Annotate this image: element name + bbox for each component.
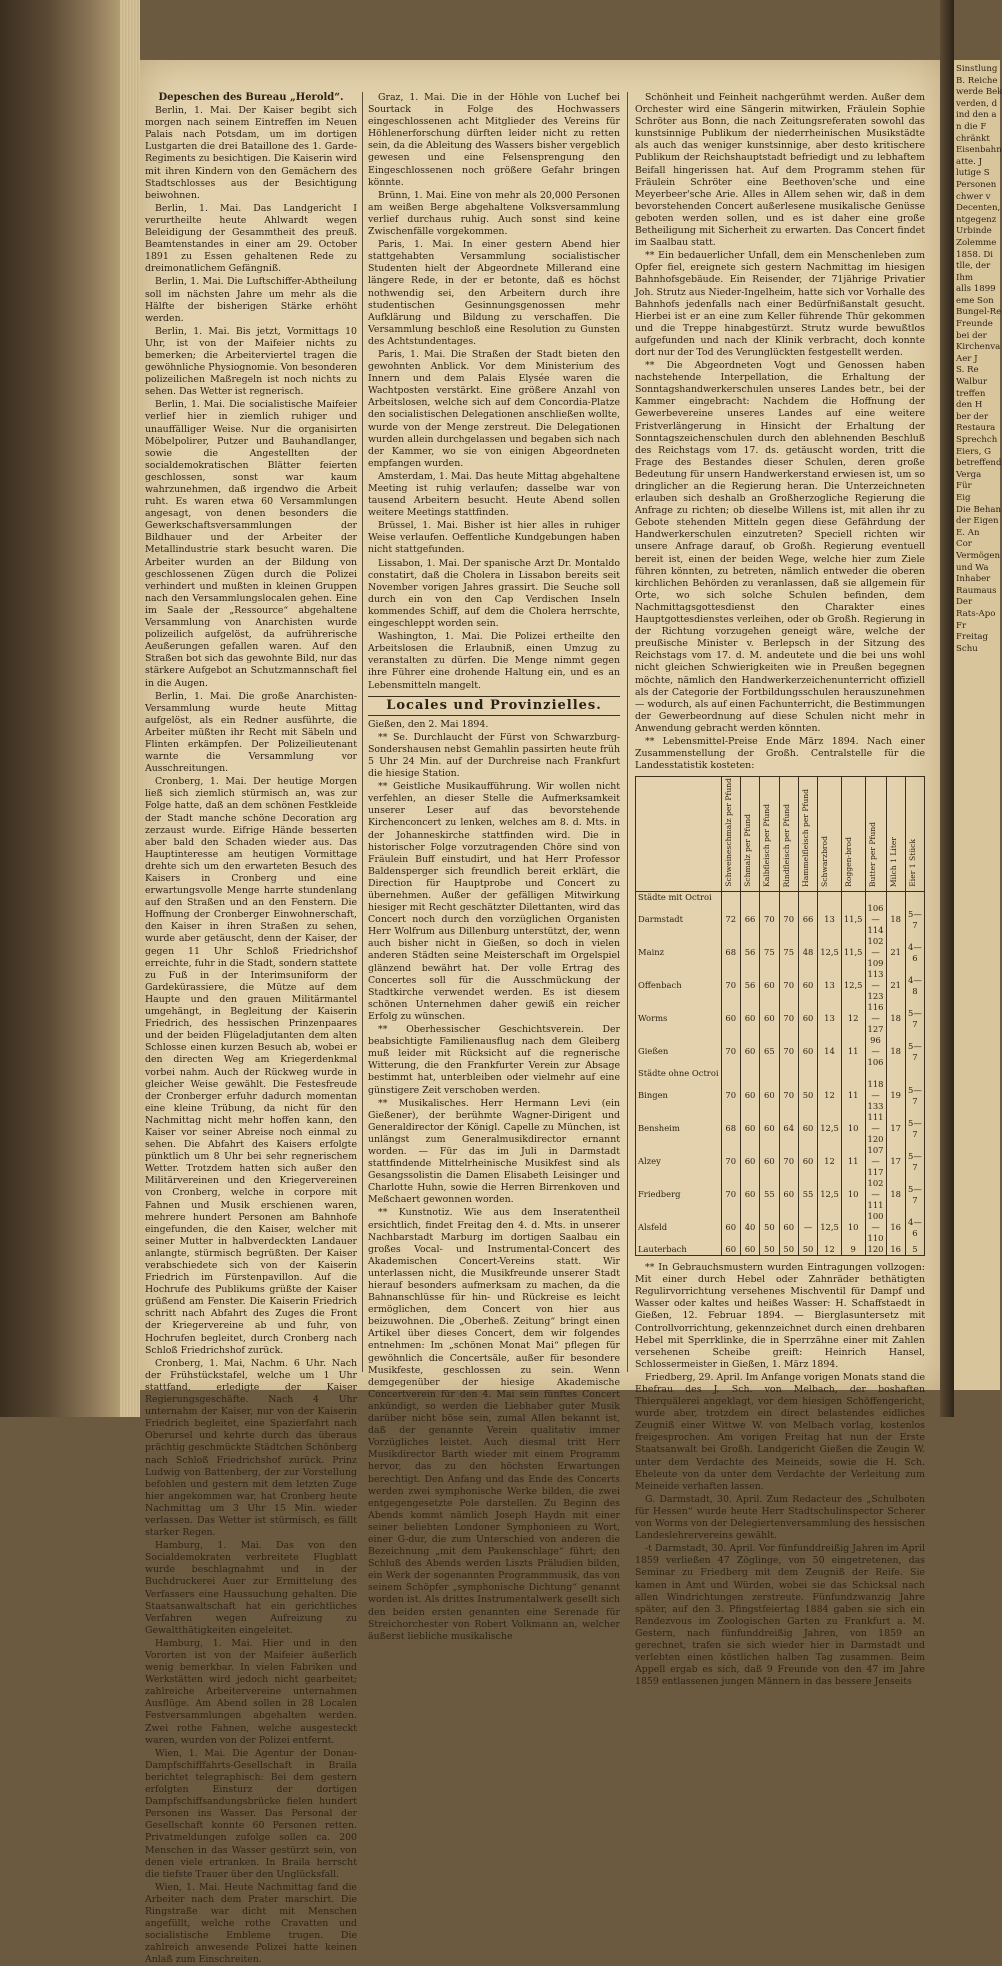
fragment-line: Raumaus [956, 585, 997, 596]
price-cell: 50 [760, 1211, 779, 1244]
price-cell: 18 [886, 1178, 905, 1211]
price-cell: 70 [779, 1079, 798, 1112]
price-cell: 60 [760, 1079, 779, 1112]
price-cell: — [798, 1211, 817, 1244]
price-cell: 60 [740, 1112, 759, 1145]
local-news [368, 732, 620, 1643]
column-header: Rindfleisch per Pfund [779, 777, 798, 892]
price-cell: 107—117 [865, 1145, 886, 1178]
price-cell: 12,5 [841, 969, 865, 1002]
price-cell: 18 [886, 903, 905, 936]
price-cell: 5—7 [905, 1079, 924, 1112]
group-row: Städte mit Octroi [636, 892, 925, 904]
column-header: Schweineschmalz per Pfund [721, 777, 740, 892]
price-cell: 60 [740, 1079, 759, 1112]
column-1-body [145, 105, 357, 1966]
price-cell: 70 [721, 1035, 740, 1068]
price-cell: 17 [886, 1145, 905, 1178]
column-header: Eier 1 Stück [905, 777, 924, 892]
article-paragraph: Cronberg, 1. Mai. Der heutige Morgen ließ sich ziemlich stürmisch an, was zur Folge hatte, daß an dem schönen Festkleide der Stadt manche schöne Decoration arg zerzaust wurde. Eifrige Hände besserten aber bald den Schaden wieder aus. Das Hauptinteresse am heutigen Vormittage drehte sich um den erwarteten Besuch des Kaisers in Cronberg und eine erwartungsvolle Menge harrte stundenlang auf den Straßen und an den Fenstern. Die Hoffnung der Cronberger Einwohnerschaft, den Kaiser in ihren Straßen zu sehen, wurde aber getäuscht, denn der Kaiser, der gegen 11 Uhr Schloß Friedrichshof erreichte, fuhr in die Stadt, sondern stattete zu Fuß in der Interimsuniform der Gardekürassiere, die Mütze auf dem Haupte und den grauen Militärmantel umgehängt, in Begleitung der Kaiserin Friedrich, des hessischen Prinzenpaares und der beiden Flügeladjutanten dem alten Schlosse einen kurzen Besuch ab, wobei er den directen Weg am Kriegerdenkmal vorbei nahm. Auch der Rückweg wurde in gleicher Weise gewählt. Die Festesfreude der Cronberger erfuhr dadurch momentan eine kleine Trübung, da nicht für den Nachmittag nicht mehr hoffen kann, den Kaiser vor seiner Abreise noch einmal zu sehen. Die Abfahrt des Kaisers erfolgte pünktlich um 8 Uhr bei sehr regnerischem Wetter. Trotzdem hatten sich außer den Militärvereinen und den Kriegervereinen von Cronberg, welche in corpore mit Fahnen und Musik erschienen waren, mehrere hundert Personen am Bahnhofe eingefunden, die den Kaiser, welcher mit seiner Mutter in halbverdeckten Landauer anlangte, stürmisch begrüßten. Der Kaiser verabschiedete sich von der Kaiserin Friedrich im Fürstenpavillon. Auf die Hochrufe des Publikums grüßte der Kaiser grüßend am Fenster. Die Kaiserin Friedrich schritt nach Abfahrt des Zuges die Front der Kriegervereine ab und fuhr, von Hochrufen begleitet, durch Cronberg nach Schloß Friedrichshof zurück. [145, 776, 357, 1356]
price-cell: 13 [818, 1002, 842, 1035]
price-cell: 102—111 [865, 1178, 886, 1211]
price-cell: 60 [779, 1178, 798, 1211]
city-cell: Mainz [636, 936, 722, 969]
fragment-line: Inhaber [956, 574, 991, 585]
table-row [636, 903, 925, 936]
fragment-line: Eig [956, 492, 971, 503]
page-edges [120, 0, 140, 1417]
article-paragraph: ** Se. Durchlaucht der Fürst von Schwarzburg-Sondershausen nebst Gemahlin passirten heute früh 5 Uhr 24 Min. auf der Durchreise nach Frankfurt die hiesige Station. [368, 731, 620, 780]
column-2-body [368, 92, 620, 692]
column-2 [368, 92, 620, 1642]
price-cell: 40 [740, 1211, 759, 1244]
price-cell: 10 [841, 1178, 865, 1211]
city-cell: Gießen [636, 1035, 722, 1068]
article-paragraph: Brünn, 1. Mai. Eine von mehr als 20,000 Personen am weißen Berge abgehaltene Volksversammlung verlief durchaus ruhig. Auch sonst sind keine Zwischenfälle vorgekommen. [368, 189, 620, 238]
dateline: Gießen, den 2. Mai 1894. [368, 718, 489, 730]
fragment-line: und Wa [956, 562, 989, 573]
article-paragraph: Berlin, 1. Mai. Die socialistische Maifeier verlief hier in ziemlich ruhiger und unauffälliger Weise. Nur die organisirten Möbelpolirer, Putzer und Bauhandlanger, sowie die Angestellten der socialdemokratischen Blätter feierten geschlossen, sonst war kaum wahrzunehmen, daß irgendwo die Arbeit ruht. Es waren etwa 60 Versammlungen angesagt, von denen besonders die Gewerkschaftsversammlungen der Bildhauer und der Arbeiter der Metallindustrie stark besucht waren. Die Arbeiter wurden an der Bildung von geschlossenen Zügen durch die Polizei verhindert und mußten in kleinen Gruppen nach den Versammlungslocalen gehen. Eine im Saale der „Ressource“ abgehaltene Versammlung von Anarchisten wurde polizeilich aufgelöst, da aufrührerische Aeußerungen gefallen waren. Auf den Straßen bot sich das gewohnte Bild, nur das stärkere Aufgebot an Schutzmannschaft fiel in die Augen. [145, 399, 357, 689]
price-cell: 12,5 [818, 1211, 842, 1244]
price-cell: 60 [798, 969, 817, 1002]
column-header: Schwarzbrod [818, 777, 842, 892]
next-page-text [954, 60, 1000, 659]
fragment-line: 1858. Di [956, 249, 993, 260]
price-cell: 70 [721, 969, 740, 1002]
article-paragraph: Wien, 1. Mai. Die Agentur der Donau-Dampfschifffahrts-Gesellschaft in Braila berichtet telegraphisch: Bei dem gestern erfolgten Einsturz der dortigen Dampfschiffsandungsbrücke fielen hundert Personen ins Wasser. Das Personal der Gesellschaft konnte 60 Personen retten. Privatmeldungen zufolge sollen ca. 200 Menschen in das Wasser gestürzt sein, von denen viele ertranken. In Braila herrscht die tiefste Trauer über den Unglücksfall. [145, 1747, 357, 1880]
price-cell: 13 [818, 903, 842, 936]
price-cell: 64 [779, 1112, 798, 1145]
fragment-line: Cor [956, 539, 972, 550]
price-cell: 60 [740, 1244, 759, 1256]
price-cell: 96—106 [865, 1035, 886, 1068]
fragment-line: n die F [956, 121, 987, 132]
fragment-line: atte. J [956, 156, 983, 167]
fragment-line: Walbur [956, 377, 988, 388]
price-cell: 5 [905, 1244, 924, 1256]
price-cell: 11,5 [841, 936, 865, 969]
price-cell: 111—120 [865, 1112, 886, 1145]
fragment-line: tlle, der [956, 261, 991, 272]
fragment-line: E. An [956, 527, 980, 538]
book-gutter [940, 0, 954, 1417]
book-binding [0, 0, 120, 1417]
article-paragraph: ** Kunstnotiz. Wie aus dem Inseratentheil ersichtlich, findet Freitag den 4. d. Mts. in unserer Nachbarstadt Marburg im dortigen Saalbau ein großes Vocal- und Instrumental-Concert des Akademischen Concert-Vereins statt. Wir unterlassen nicht, die Musikfreunde unserer Stadt hierauf besonders aufmerksam zu machen, da die Bahnanschlüsse für hin- und Rückreise es leicht ermöglichen, dem Concert von hier aus beizuwohnen. Die „Oberheß. Zeitung“ bringt einen Artikel über dieses Concert, dem wir folgendes entnehmen: Im „schönen Monat Mai“ pflegen für gewöhnlich die Concertsäle, außer für besondere Musikfeste, geschlossen zu sein. Wenn demgegenüber der hiesige Akademische Concertverein für den 4. Mai sein fünftes Concert ankündigt, so werden die Liebhaber guter Musik darüber nicht böse sein, zumal Allen bekannt ist, daß der genannte Verein qualitativ immer Vorzügliches leistet. Auch diesmal tritt Herr Musikdirector Barth wieder mit einem Programm hervor, das zu den höchsten Erwartungen berechtigt. Den Anfang und das Ende des Concerts werden zwei symphonische Werke bilden, die zwei entgegengesetzte Pole darstellen. Zu Beginn des Abends kommt nämlich Joseph Haydn mit einer seiner beliebten Londoner Symphonieen zu Wort, einer G-dur, die zum Unterschied von anderen die Bezeichnung „mit dem Paukenschlage“ führt; den Schluß des Abends werden Liszts Präludien bilden, ein Werk der sogenannten Programmmusik, das von seinem Schöpfer „symphonische Dichtung“ genannt worden ist. Als drittes Instrumentalwerk gesellt sich den beiden ersten genannten eine Serenade für Streichorchester von Robert Volkmann an, welcher äußerst liebliche musikalische [368, 1207, 620, 1642]
price-cell: 12,5 [818, 1112, 842, 1145]
fragment-line: werde Bek [956, 87, 1002, 98]
group-row: Städte ohne Octroi [636, 1068, 925, 1079]
price-cell: 12 [818, 1079, 842, 1112]
fragment-line: Schu [956, 643, 978, 654]
fragment-line: Bungel-Re [956, 307, 1002, 318]
article-paragraph: Brüssel, 1. Mai. Bisher ist hier alles in ruhiger Weise verlaufen. Oeffentliche Kundgebungen haben nicht stattgefunden. [368, 520, 620, 556]
fragment-line: Rats-Apo [956, 608, 996, 619]
fragment-line: Urbinde [956, 226, 992, 237]
article-paragraph: ** Geistliche Musikaufführung. Wir wollen nicht verfehlen, an dieser Stelle die Aufmerksamkeit unserer Leser auf das bevorstehende Kirchenconcert zu lenken, welches am 8. d. Mts. in der Johanneskirche stattfinden wird. Die in historischer Folge vorzutragenden Chöre sind von Fräulein Buff einstudirt, und hat Herr Professor Baldensperger sich freundlich bereit erklärt, die Direction für Hauptprobe und Concert zu übernehmen. Außer der gefälligen Mitwirkung hiesiger mit Recht geschätzter Dilettanten, wird das Concert noch durch den vorzüglichen Organisten Herr Wolfrum aus Dillenburg unterstützt, der, wenn auch bisher nicht in Gießen, so doch in vielen anderen Städten seine Meisterschaft im Orgelspiel glänzend bewährt hat. Der volle Ertrag des Concertes soll für die Ausschmückung der Stadtkirche verwendet werden. Es ist diesem schönen Unternehmen daher gewiß ein reicher Erfolg zu wünschen. [368, 781, 620, 1022]
article-paragraph: Cronberg, 1. Mai, Nachm. 6 Uhr. Nach der Frühstückstafel, welche um 1 Uhr stattfand, erledigte der Kaiser Regierungsgeschäfte. Nach 4 Uhr unternahm der Kaiser, nur von der Kaiserin Friedrich begleitet, eine Spazierfahrt nach Oberursel und kehrte durch das überaus prächtig geschmückte Städtchen Schönberg nach Schloß Friedrichshof zurück. Prinz Ludwig von Battenberg, der zur Vorstellung befohlen und gestern mit dem letzten Zuge hier angekommen war, hat Cronberg heute Nachmittag um 3 Uhr 15 Min. wieder verlassen. Das Wetter ist stürmisch, es fällt starker Regen. [145, 1357, 357, 1539]
column-3-body-continued [635, 1262, 925, 1688]
price-cell: 60 [798, 1002, 817, 1035]
article-paragraph: Washington, 1. Mai. Die Polizei ertheilte den Arbeitslosen die Erlaubniß, einen Umzug zu veranstalten zu dürfen. Die Menge nimmt gegen ihre Führer eine drohende Haltung ein, und es an Lebensmitteln mangelt. [368, 631, 620, 691]
city-cell: Friedberg [636, 1178, 722, 1211]
table-row [636, 1145, 925, 1178]
city-cell: Alzey [636, 1145, 722, 1178]
fragment-line: betreffend [956, 458, 1002, 469]
section-title: Locales und Provinzielles. [368, 696, 620, 716]
fragment-line: Eiers, G [956, 446, 991, 457]
table-row [636, 1079, 925, 1112]
price-cell: 60 [760, 1002, 779, 1035]
article-paragraph: ** Die Abgeordneten Vogt und Genossen haben nachstehende Interpellation, die Erhaltung der Sonntagshandwerkerschulen unseres Landes betr., bei der Kammer eingebracht: Nachdem die Hoffnung der Gewerbevereine unseres Landes auf eine weitere Fristverlängerung in Hinsicht der Erhaltung der Sonntagszeichenschulen durch den ablehnenden Beschluß des Reichstags vom 17. ds. getäuscht worden, tritt die Frage des Bestandes dieser Schulen, deren große Bedeutung für unsern Handwerkerstand erwiesen ist, um so dringlicher an die Regierung heran. Die Unterzeichneten erlauben sich deshalb an Großherzogliche Regierung die Anfrage zu richten; ob dieselbe Willens ist, mit allen ihr zu Gebote stehenden Mitteln gegen diese Gefährdung der Handwerkerschulen einzutreten? Speciell richten wir unsere Anfrage darauf, ob Großh. Regierung eventuell bereit ist, einen der beiden Wege, welche hier zum Ziele führen könnten, zu betreten, nämlich entweder die oberen kirchlichen Behörden zu veranlassen, daß sie allgemein für Orte, wo sich solche Schulen befinden, dem Nachmittagsgottesdienst den Charakter eines Hauptgottesdienstes verleihen, oder ob Großh. Regierung in der Richtung vorzugehen geneigt wäre, welche der preußische Minister v. Berlepsch in der Sitzung des Reichstags vom 17. d. M. andeutete und die bei uns wohl nicht gleichen Schwierigkeiten wie in Preußen begegnen möchte, nämlich den Handwerkerzeichenunterricht offiziell als der Categorie der Fortbildungsschulen herauszunehmen — wodurch, als auf einen Fachunterricht, die Bestimmungen der Gewerbeordnung auf diese Schulen nicht mehr in Anwendung gebracht werden könnten. [635, 360, 925, 734]
fragment-line: chwer v [956, 191, 991, 202]
table-row [636, 1178, 925, 1211]
fragment-line: ber der [956, 411, 989, 422]
price-cell: 113—123 [865, 969, 886, 1002]
article-paragraph: Berlin, 1. Mai. Der Kaiser begibt sich morgen nach seinem Eintreffen im Neuen Palais nach Potsdam, um im dortigen Lustgarten die drei Bataillone des 1. Garde-Regiments zu besichtigen. Die Kaiserin wird mit ihren Kindern von den Gemächern des Stadtschlosses aus der Besichtigung beiwohnen. [145, 105, 357, 201]
price-cell: 11 [841, 1145, 865, 1178]
price-cell: 60 [760, 969, 779, 1002]
article-paragraph: Berlin, 1. Mai. Die große Anarchisten-Versammlung wurde heute Mittag aufgelöst, als ein Redner ausführte, die Arbeiter müßten ihr Recht mit Säbeln und Flinten erkämpfen. Der Polizeilieutenant warnte die Versammlung vor Ausschreitungen. [145, 690, 357, 775]
price-cell: 11,5 [841, 903, 865, 936]
fragment-line: ind den a [956, 110, 997, 121]
fragment-line: Decenten, [956, 203, 1001, 214]
price-cell: 11 [841, 1079, 865, 1112]
article-paragraph: Hamburg, 1. Mai. Das von den Socialdemokraten verbreitete Flugblatt wurde beschlagnahmt und in der Buchdruckerei Auer zur Ermittelung des Verfassers eine Haussuchung gehalten. Die Staatsanwaltschaft hat ein gerichtliches Verfahren wegen Aufreizung zu Gewaltthätigkeiten eingeleitet. [145, 1540, 357, 1636]
city-cell: Bingen [636, 1079, 722, 1112]
fragment-line: Personen [956, 179, 997, 190]
price-cell: 56 [740, 936, 759, 969]
city-cell: Offenbach [636, 969, 722, 1002]
price-cell: 118—133 [865, 1079, 886, 1112]
price-cell: 5—7 [905, 1178, 924, 1211]
article-paragraph: ** Ein bedauerlicher Unfall, dem ein Menschenleben zum Opfer fiel, ereignete sich gestern Nachmittag im hiesigen Bahnhofsgebäude. Ein Reisender, der 71jährige Privatier Joh. Strutz aus Nieder-Ingelheim, hatte sich vor Vorhalle des Bahnhofs jedenfalls nach einer Bedürfnißanstalt gesucht. Hierbei ist er an eine zum Keller führende Thür gekommen und die Treppe hinabgestürzt. Strutz wurde bewußtlos aufgefunden und nach der Klinik verbracht, doch konnte dort nur der Tod des Verunglückten festgestellt werden. [635, 250, 925, 358]
fragment-line: alls 1899 [956, 284, 996, 295]
price-cell: 60 [721, 1002, 740, 1035]
article-paragraph: ** Musikalisches. Herr Hermann Levi (ein Gießener), der berühmte Wagner-Dirigent und Generaldirector der Königl. Capelle zu München, ist unlängst zum Generalmusikdirector ernannt worden. — Für das im Juli in Darmstadt stattfindende Mittelrheinische Musikfest sind als Gesangssolistin die Damen Elisabeth Leisinger und Charlotte Huhn, sowie die Herren Birrenkoven und Meßchaert gewonnen worden. [368, 1097, 620, 1206]
column-rule [627, 92, 628, 1372]
article-paragraph: G. Darmstadt, 30. April. Zum Redacteur des „Schulboten für Hessen“ wurde heute Herr Stadtschulinspector Scherer von Worms von der Delegiertenversammlung des hessischen Landeslehrervereins gewählt. [635, 1493, 925, 1542]
price-cell: 70 [779, 1145, 798, 1178]
price-cell: 16 [886, 1211, 905, 1244]
price-cell: 120 [865, 1244, 886, 1256]
price-cell: 70 [721, 1178, 740, 1211]
table-row [636, 969, 925, 1002]
city-cell: Darmstadt [636, 903, 722, 936]
price-cell: 70 [779, 1002, 798, 1035]
fragment-line: S. Re [956, 365, 979, 376]
article-paragraph: Paris, 1. Mai. In einer gestern Abend hier stattgehabten Versammlung socialistischer Studenten hielt der Abgeordnete Millerand eine längere Rede, in der er betonte, daß es höchst nothwendig sei, den Arbeitern durch ihre studentischen Gesinnungsgenossen mehr Aufklärung und Bildung zu verschaffen. Die Versammlung beschloß eine Resolution zu Gunsten des Achtstundentages. [368, 239, 620, 347]
table-corner [636, 777, 722, 892]
price-cell: 5—7 [905, 1035, 924, 1068]
price-cell: 75 [760, 936, 779, 969]
price-table [635, 776, 925, 1256]
article-paragraph: Schönheit und Feinheit nachgerühmt werden. Außer dem Orchester wird eine Sängerin mitwirken, Fräulein Sophie Schröter aus Bonn, die nach Zeitungsreferaten sowohl das kunstsinnige Publikum der niederrheinischen Musikstädte als auch das weniger kunstsinnige, aber desto kritischere Publikum der Reichshauptstadt befriedigt und zu lebhaftem Beifall hingerissen hat. Auf dem Programm stehen für Fräulein Schröter eine Beethoven'sche und eine Meyerbeer'sche Arie. Alles in Allem sehen wir, daß in dem bevorstehenden Concert außerlesene musikalische Genüsse geboten werden sollen, und es ist daher eine große Betheiligung mit Sicherheit zu erwarten. Das Concert findet im Saalbau statt. [635, 92, 925, 249]
table-row [636, 1035, 925, 1068]
price-cell: 21 [886, 969, 905, 1002]
article-paragraph: Wien, 1. Mai. Heute Nachmittag fand die Arbeiter nach dem Prater marschirt. Die Ringstraße war dicht mit Menschen angefüllt, welche rothe Cravatten und socialistische Embleme trugen. Die zahlreich anwesende Polizei hatte keinen Anlaß zum Einschreiten. [145, 1881, 357, 1966]
price-cell: 60 [779, 1211, 798, 1244]
price-cell: 72 [721, 903, 740, 936]
price-cell: 56 [740, 969, 759, 1002]
fragment-line: Vermögen [956, 550, 1001, 561]
price-cell: 75 [779, 936, 798, 969]
article-paragraph: Lissabon, 1. Mai. Der spanische Arzt Dr. Montaldo constatirt, daß die Cholera in Lissabon bereits seit November vorigen Jahres grassirt. Die Seuche soll durch ein von den Cap Verdischen Inseln kommendes Schiff, auf dem die Cholera herrschte, eingeschleppt worden sein. [368, 557, 620, 630]
price-cell: 66 [798, 903, 817, 936]
price-cell: 60 [740, 1002, 759, 1035]
fragment-line: Eisenbahn [956, 145, 1002, 156]
price-cell: 70 [779, 969, 798, 1002]
fragment-line: Sprechch [956, 435, 998, 445]
column-header: Kalbfleisch per Pfund [760, 777, 779, 892]
fragment-line: Restaura [956, 423, 996, 434]
price-cell: 12 [818, 1145, 842, 1178]
price-cell: 50 [760, 1244, 779, 1256]
column-header: Hammelfleisch per Pfund [798, 777, 817, 892]
price-cell: 17 [886, 1112, 905, 1145]
price-cell: 50 [798, 1079, 817, 1112]
price-cell: 60 [798, 1145, 817, 1178]
price-cell: 4—8 [905, 969, 924, 1002]
fragment-line: Ihm [956, 272, 974, 283]
price-cell: 70 [721, 1145, 740, 1178]
price-cell: 60 [721, 1211, 740, 1244]
fragment-line: ntgegenz [956, 214, 997, 225]
fragment-line: Freunde [956, 319, 993, 330]
price-cell: 13 [818, 969, 842, 1002]
price-cell: 66 [740, 903, 759, 936]
article-paragraph: Paris, 1. Mai. Die Straßen der Stadt bieten den gewohnten Anblick. Vor dem Ministerium des Innern und dem Palais Elysée waren die Wachtposten verstärkt. Eine größere Anzahl von Arbeitslosen, welche sich auf dem Concordia-Platze den socialistischen Delegationen anschließen wollte, wurde von der Menge zerstreut. Die Delegationen wurden allein durchgelassen und begaben sich nach der Kammer, wo sie von einigen Abgeordneten empfangen wurden. [368, 348, 620, 469]
price-cell: 55 [760, 1178, 779, 1211]
fragment-line: treffen [956, 388, 986, 399]
article-paragraph: Berlin, 1. Mai. Bis jetzt, Vormittags 10 Uhr, ist von der Maifeier nichts zu bemerken; die Arbeiterviertel tragen die gewöhnliche Physiognomie. Von besonderen polizeilichen Maßregeln ist noch nichts zu sehen. Das Wetter ist regnerisch. [145, 325, 357, 398]
column-heading: Depeschen des Bureau „Herold“. [158, 92, 344, 103]
fragment-line: Zolemme [956, 237, 997, 248]
article-paragraph: ** In Gebrauchsmustern wurden Eintragungen vollzogen: Mit einer durch Hebel oder Zahnräder bethätigten Regulirvorrichtung versehenes Mischventil für Dampf und Wasser oder kaltes und heißes Wasser: H. Schaffstaedt in Gießen, 12. Februar 1894. — Bierglasuntersetz mit Controllvorrichtung, gekennzeichnet durch einen drehbaren Hebel mit Sperrklinke, die in Sperrzähne einer mit Zahlen versehenen Scheibe greift: Heinrich Hansel, Schlossermeister in Gießen, 1. März 1894. [635, 1262, 925, 1370]
table-row [636, 936, 925, 969]
price-cell: 70 [760, 903, 779, 936]
price-cell: 60 [721, 1244, 740, 1256]
price-cell: 116—127 [865, 1002, 886, 1035]
table-row [636, 1211, 925, 1244]
price-cell: 60 [798, 1035, 817, 1068]
price-cell: 68 [721, 1112, 740, 1145]
city-cell: Bensheim [636, 1112, 722, 1145]
article-paragraph: Berlin, 1. Mai. Das Landgericht I verurtheilte heute Ahlwardt wegen Beleidigung der Gesammtheit des preuß. Beamtenstandes in einer am 29. October 1891 zu Essen gehaltenen Rede zu dreimonatlichem Gefängniß. [145, 202, 357, 275]
price-cell: 70 [779, 1035, 798, 1068]
price-cell: 50 [798, 1244, 817, 1256]
column-header: Roggen-brod [841, 777, 865, 892]
fragment-line: Aer J [956, 353, 978, 364]
column-3 [635, 92, 925, 1688]
column-header: Schmalz per Pfund [740, 777, 759, 892]
fragment-line: Verga [956, 469, 982, 480]
price-cell: 100—110 [865, 1211, 886, 1244]
column-1 [145, 92, 357, 1966]
fragment-line: B. Reiche [956, 75, 998, 86]
price-cell: 21 [886, 936, 905, 969]
fragment-line: Für [956, 481, 972, 492]
next-page-fragment [954, 60, 1000, 1390]
price-cell: 60 [740, 1178, 759, 1211]
price-cell: 60 [740, 1035, 759, 1068]
price-cell: 102—109 [865, 936, 886, 969]
price-cell: 70 [721, 1079, 740, 1112]
price-cell: 10 [841, 1211, 865, 1244]
article-paragraph: Graz, 1. Mai. Die in der Höhle von Luchef bei Sourtack in Folge des Hochwassers eingeschlossenen acht Mitglieder des Vereins für Höhlenerforschung dürften leider nicht zu retten sein, da die Ableitung des Wassers bisher vergeblich gewesen und eine Felsensprengung den Eingeschlossenen noch größere Gefahr bringen könnte. [368, 92, 620, 188]
price-cell: 68 [721, 936, 740, 969]
column-3-body [635, 92, 925, 772]
fragment-line: bei der [956, 330, 987, 341]
price-cell: 65 [760, 1035, 779, 1068]
fragment-line: Der [956, 597, 973, 608]
price-cell: 4—6 [905, 1211, 924, 1244]
fragment-line: der Eigen [956, 516, 999, 527]
table-row [636, 1002, 925, 1035]
price-cell: 10 [841, 1112, 865, 1145]
price-cell: 5—7 [905, 903, 924, 936]
article-paragraph: -t Darmstadt, 30. April. Vor fünfunddreißig Jahren im April 1859 verließen 47 Zöglinge, von 50 eingetretenen, das Seminar zu Friedberg mit dem Zeugniß der Reife. Sie kamen in Amt und Würden, wobei sie das Schicksal nach allen Windrichtungen zerstreute. Fünfundzwanzig Jahre später, auf den 3. Pfingstfeiertag 1884 gaben sie sich ein Rendezvous im Zoologischen Garten zu Frankfurt a. M. Gestern, nach fünfunddreißig Jahren, von 1859 an gerechnet, trafen sie sich wieder hier in Darmstadt und verlebten einen köstlichen halben Tag zusammen. Beim Appell ergab es sich, daß 9 Freunde von den 47 im Jahre 1859 entlassenen jungen Männern in das bessere Jenseits [635, 1543, 925, 1688]
fragment-line: Fr [956, 620, 967, 631]
price-cell: 12 [818, 1244, 842, 1256]
fragment-line: Freitag [956, 632, 988, 643]
article-paragraph: ** Oberhessischer Geschichtsverein. Der beabsichtigte Familienausflug nach dem Gleiberg muß leider mit Rücksicht auf die regnerische Witterung, die den Frankfurter Verein zur Absage bestimmt hat, unterbleiben oder vielmehr auf eine günstigere Zeit verschoben werden. [368, 1024, 620, 1096]
price-cell: 18 [886, 1002, 905, 1035]
article-paragraph: Amsterdam, 1. Mai. Das heute Mittag abgehaltene Meeting ist ruhig verlaufen; dasselbe war von tausend Arbeitern besucht. Heute Abend sollen weitere Meetings stattfinden. [368, 470, 620, 519]
price-cell: 55 [798, 1178, 817, 1211]
price-cell: 60 [760, 1112, 779, 1145]
fragment-line: den H [956, 400, 983, 411]
table-row [636, 1112, 925, 1145]
fragment-line: Die Behan [956, 504, 1002, 515]
price-cell: 12 [841, 1002, 865, 1035]
price-cell: 19 [886, 1079, 905, 1112]
price-cell: 12,5 [818, 1178, 842, 1211]
article-paragraph: Friedberg, 29. April. Im Anfange vorigen Monats stand die Ehefrau des J. Sch. von Melbach, der boshaften Thierquälerei angeklagt, vor dem hiesigen Schöffengericht, wurde aber, trotzdem ein direct belastendes eidliches Zeugniß einer Wittwe W. von Melbach vorlag, kostenlos freigesprochen. Am vorigen Freitag hat nun der Erste Staatsanwalt bei Großh. Landgericht Gießen die Zeugin W. unter dem Verdachte des Meineids, sowie die H. Sch. Eheleute von da unter dem Verdachte der Verleitung zum Meineide verhaften lassen. [635, 1371, 925, 1492]
article-paragraph: ** Lebensmittel-Preise Ende März 1894. Nach einer Zusammenstellung der Großh. Centralstelle für die Landesstatistik kosteten: [635, 735, 925, 772]
price-cell: 5—7 [905, 1002, 924, 1035]
price-cell: 18 [886, 1035, 905, 1068]
fragment-line: Sinstlung [956, 64, 998, 74]
price-cell: 50 [779, 1244, 798, 1256]
price-cell: 11 [841, 1035, 865, 1068]
article-paragraph: Hamburg, 1. Mai. Hier und in den Vororten ist von der Maifeier äußerlich wenig bemerkbar. In vielen Fabriken und Werkstätten wird jedoch nicht gearbeitet; zahlreiche Arbeitervereine unternahmen Ausflüge. Am Abend sollen in 28 Localen Festversammlungen abgehalten werden. Zwei rothe Fahnen, welche ausgesteckt waren, wurden von der Polizei entfernt. [145, 1637, 357, 1746]
city-cell: Lauterbach [636, 1244, 722, 1256]
price-cell: 5—7 [905, 1112, 924, 1145]
city-cell: Alsfeld [636, 1211, 722, 1244]
article-paragraph: Berlin, 1. Mai. Die Luftschiffer-Abtheilung soll im nächsten Jahre um mehr als die Hälfte der bisherigen Stärke erhöht werden. [145, 276, 357, 324]
price-cell: 12,5 [818, 936, 842, 969]
price-cell: 106—114 [865, 903, 886, 936]
fragment-line: verden, d [956, 98, 998, 109]
column-header: Butter per Pfund [865, 777, 886, 892]
price-cell: 16 [886, 1244, 905, 1256]
price-cell: 60 [798, 1112, 817, 1145]
fragment-line: Kirchenva [956, 342, 1001, 353]
price-cell: 4—6 [905, 936, 924, 969]
price-cell: 9 [841, 1244, 865, 1256]
column-header: Milch 1 Liter [886, 777, 905, 892]
price-cell: 48 [798, 936, 817, 969]
city-cell: Worms [636, 1002, 722, 1035]
price-cell: 60 [740, 1145, 759, 1178]
fragment-line: chränkt [956, 133, 990, 144]
fragment-line: eme Son [956, 295, 994, 306]
price-cell: 5—7 [905, 1145, 924, 1178]
column-rule [362, 92, 363, 1372]
price-cell: 70 [779, 903, 798, 936]
fragment-line: lutige S [956, 168, 990, 179]
table-row [636, 1244, 925, 1256]
price-cell: 14 [818, 1035, 842, 1068]
price-cell: 60 [760, 1145, 779, 1178]
